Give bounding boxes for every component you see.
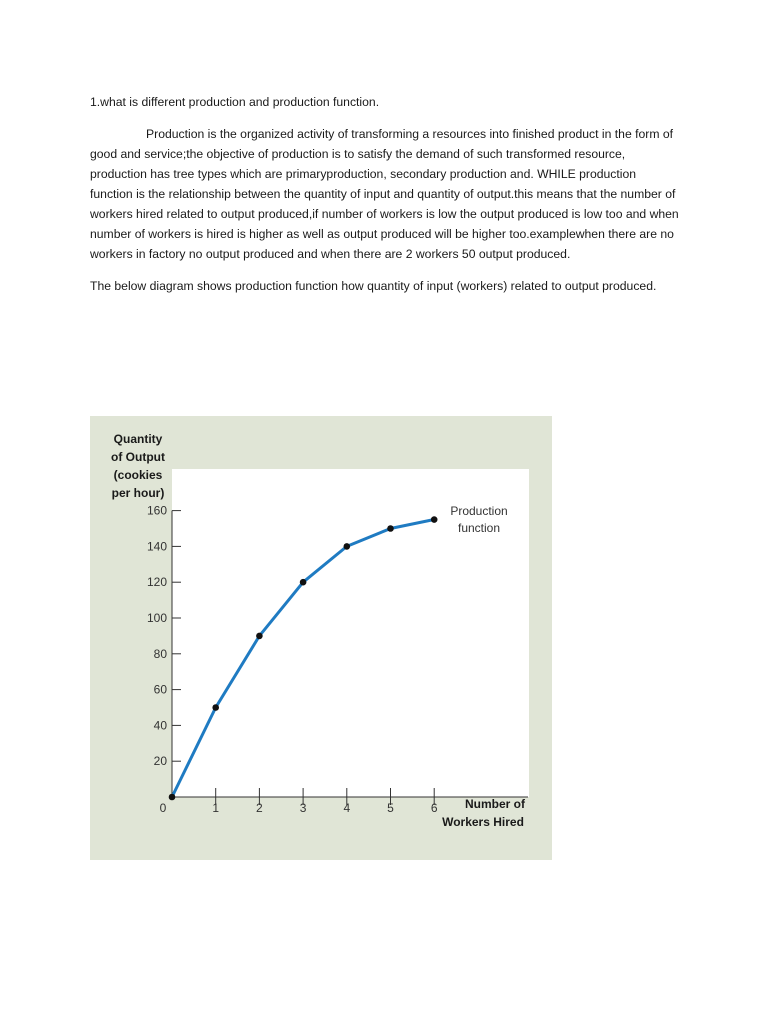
y-tick-label: 100 (146, 611, 167, 625)
y-tick-label: 80 (153, 646, 167, 661)
data-point (169, 794, 176, 801)
y-ticks (147, 504, 181, 769)
diagram-intro: The below diagram shows production function how quantity of input (workers) related to output produced. (90, 279, 657, 293)
y-tick-label: 160 (146, 503, 167, 518)
axes (172, 511, 528, 797)
y-axis-title-line: of Output (111, 450, 165, 464)
y-axis-title-line: (cookies (113, 468, 163, 482)
data-point (387, 525, 394, 532)
x-axis-title (442, 797, 526, 829)
x-tick-label: 6 (430, 801, 438, 815)
data-point (431, 516, 438, 523)
x-tick-label: 0 (159, 801, 167, 815)
production-function-line (172, 520, 434, 798)
x-axis-title-line: Workers Hired (442, 815, 524, 829)
x-ticks (160, 788, 438, 815)
y-axis-title-line: Quantity (113, 432, 163, 446)
y-tick-label: 40 (153, 718, 167, 733)
y-tick-label: 20 (153, 754, 167, 769)
data-point (212, 704, 219, 711)
question-heading: 1.what is different production and production function. (90, 95, 380, 109)
x-axis-title-line: Number of (465, 797, 525, 811)
x-tick-label: 3 (299, 801, 307, 815)
data-point (344, 543, 351, 550)
data-point (300, 579, 307, 586)
x-tick-label: 2 (256, 801, 263, 815)
x-tick-label: 4 (343, 801, 351, 815)
y-axis-title-line: per hour) (111, 486, 165, 500)
curve-annotation (450, 504, 507, 535)
answer-paragraph: Production is the organized activity of transforming a resources into finished product in the form of good and service;the objective of production is to satisfy the demand of such transformed resource, production has tree types which are primaryproduction, secondary production and. WHILE production function is the relationship between the quantity of input and quantity of output.this means that the number of workers hired related to output produced,if number of workers is low the output produced is low too and when number of workers is hired is higher as well as output produced will be higher too.examplewhen there are no workers in factory no output produced and when there are 2 workers 50 output produced. (90, 127, 679, 261)
x-tick-label: 5 (387, 801, 394, 815)
y-tick-label: 140 (146, 539, 167, 554)
y-tick-label: 120 (146, 575, 167, 590)
y-tick-label: 60 (153, 682, 167, 697)
annotation-line: function (457, 521, 501, 535)
data-points (169, 516, 438, 800)
x-tick-label: 1 (212, 801, 220, 815)
y-axis-title (111, 432, 165, 500)
annotation-line: Production (450, 504, 508, 518)
data-point (256, 633, 263, 640)
